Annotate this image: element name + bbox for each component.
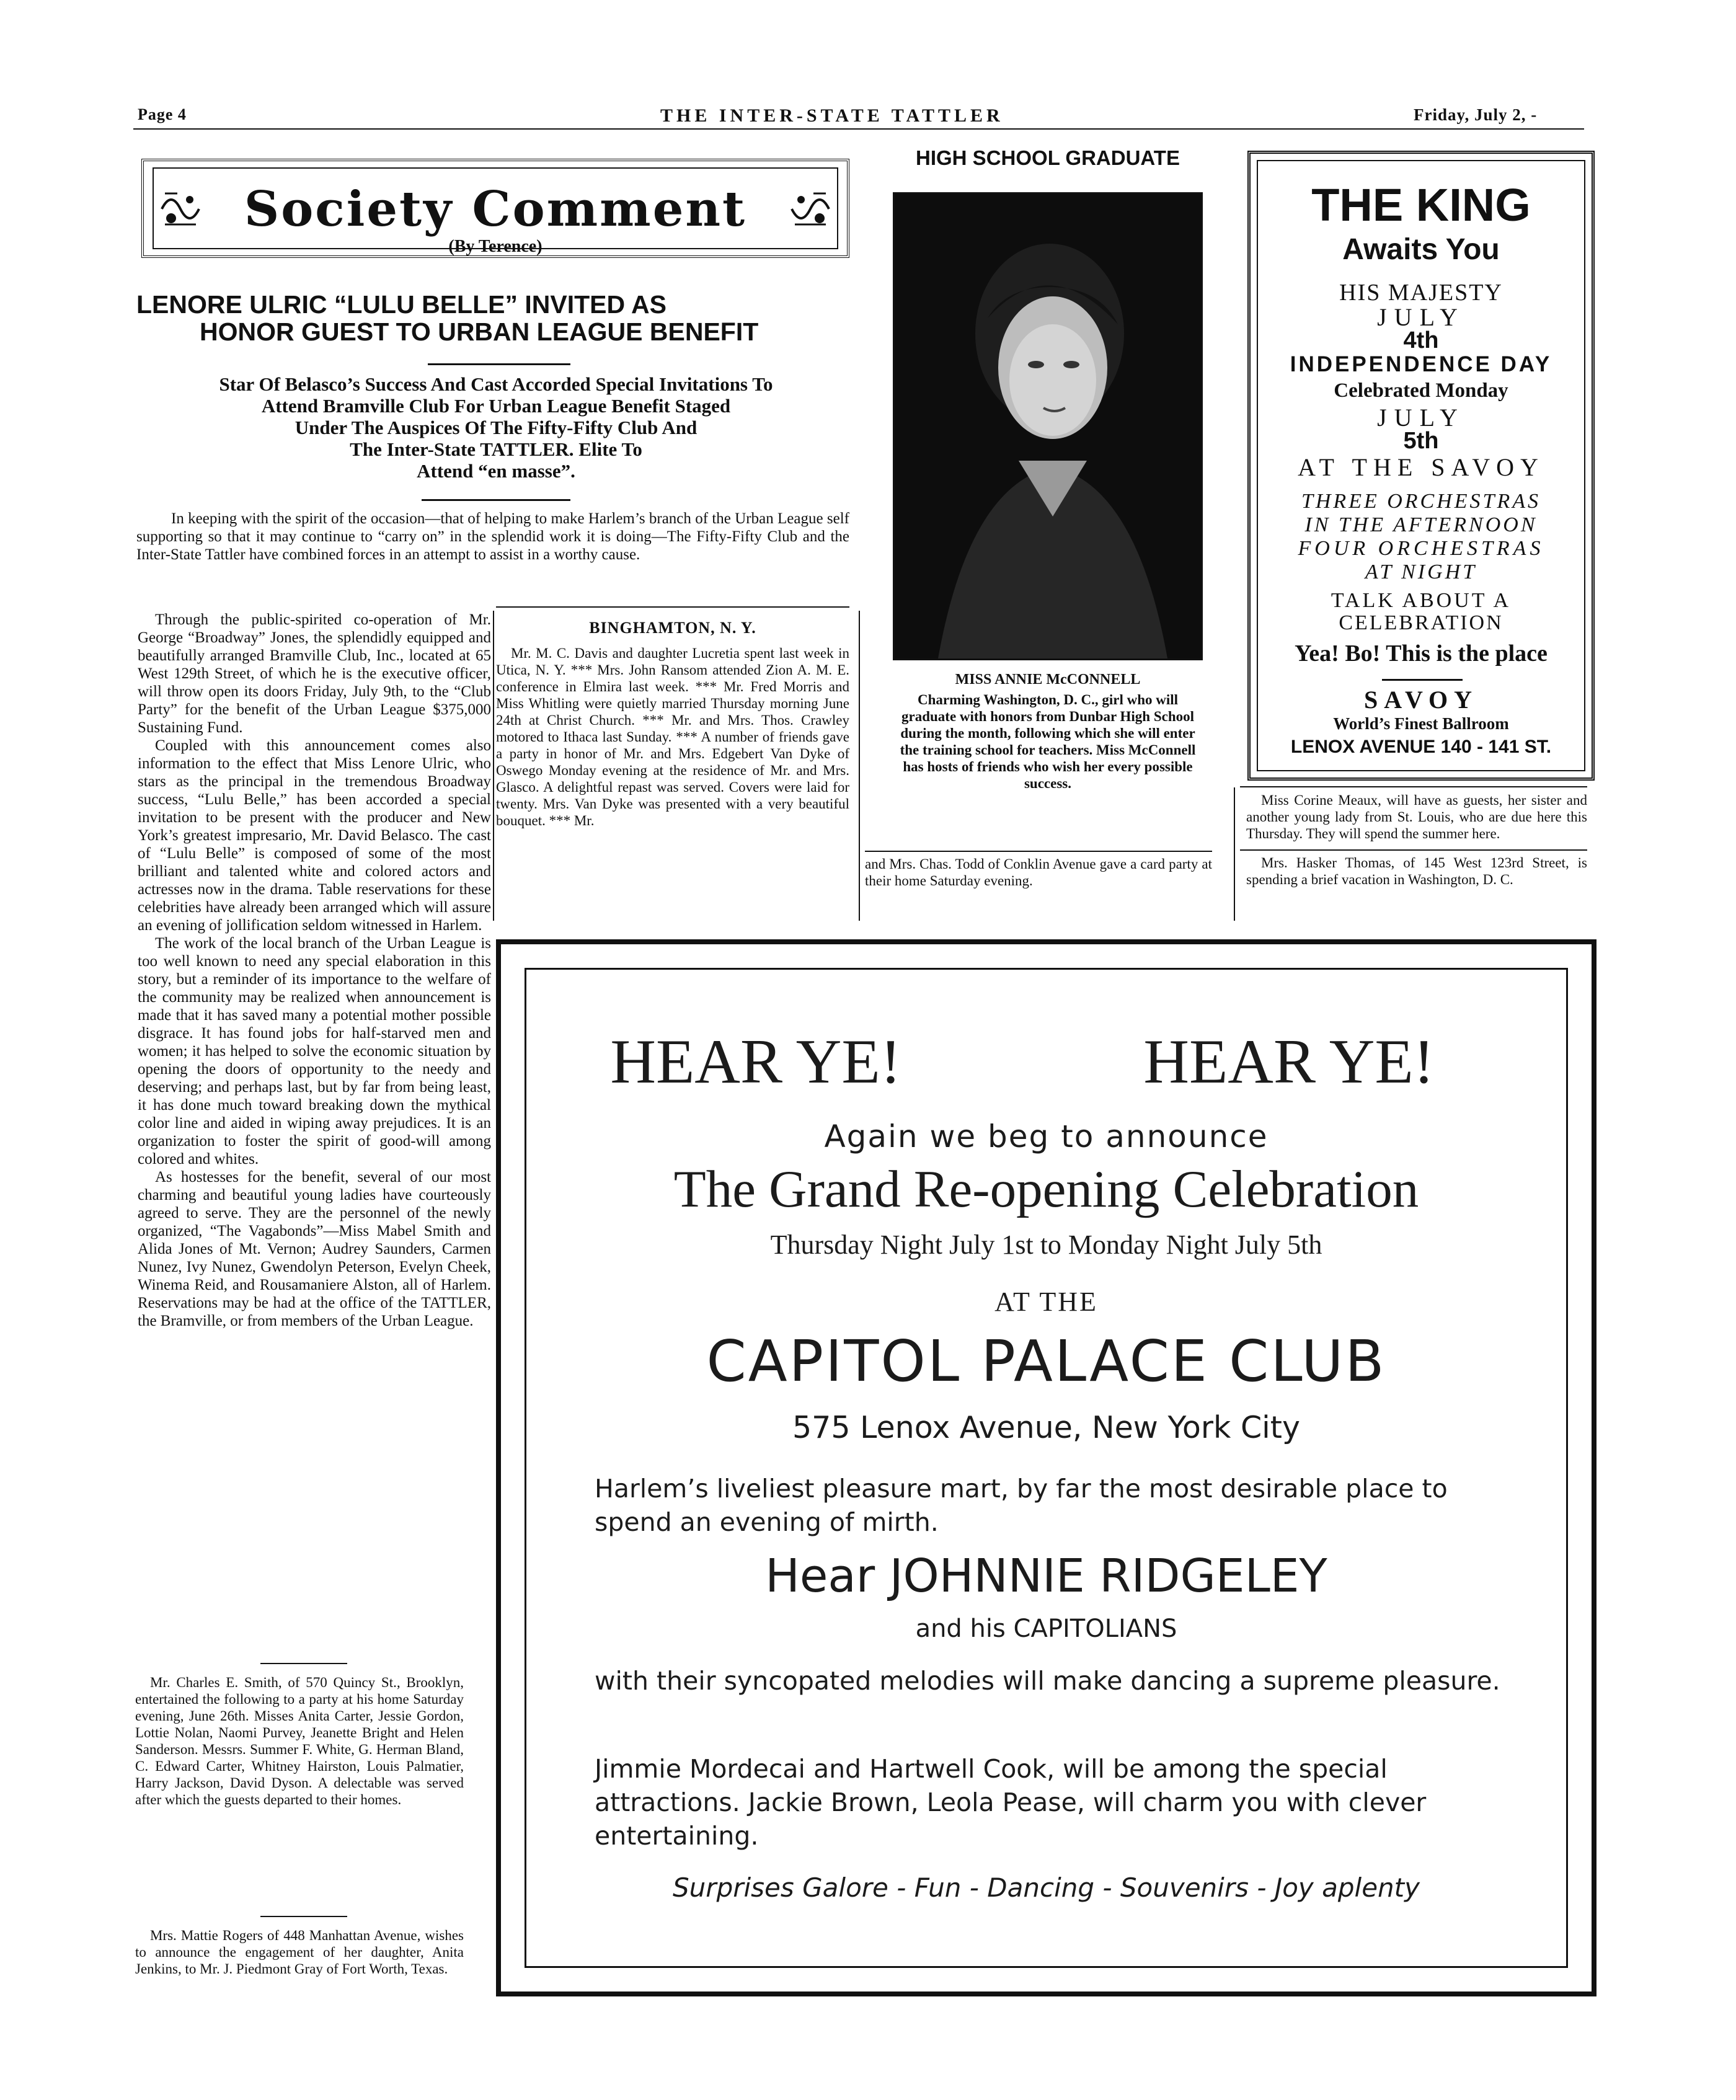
at-the: AT THE bbox=[994, 1287, 1098, 1317]
king-line: FOUR ORCHESTRAS bbox=[1298, 537, 1544, 560]
savoy-name: SAVOY bbox=[1363, 686, 1479, 714]
king-line: AT THE SAVOY bbox=[1298, 453, 1544, 481]
deck-line: Attend “en masse”. bbox=[417, 460, 575, 482]
king-line: Celebrated Monday bbox=[1334, 379, 1508, 402]
king-awaits: Awaits You bbox=[1342, 233, 1500, 266]
hear-johnnie: Hear JOHNNIE RIDGELEY bbox=[765, 1549, 1327, 1603]
hear-ye-right: HEAR YE! bbox=[1143, 1027, 1435, 1097]
society-comment-title: Society Comment bbox=[244, 181, 747, 237]
rogers-item-text: Mrs. Mattie Rogers of 448 Manhattan Avenue, wishes to announce the engagement of her daughter, Anita Jenkins, to Mr. J. Piedmont Gray of Fort Worth, Texas. bbox=[135, 1928, 464, 1977]
lead-text: In keeping with the spirit of the occasion—that of helping to make Harlem’s branch of the Urban League self supporting so that it may continue to “carry on” in the splendid work it is doing—The Fifty-Fifty Club and the Inter-State Tattler have combined forces in an attempt to assist in a worthy cause. bbox=[136, 510, 849, 563]
surprises-line: Surprises Galore - Fun - Dancing - Souvenirs - Joy aplenty bbox=[673, 1872, 1420, 1903]
king-slogan: Yea! Bo! This is the place bbox=[1295, 640, 1548, 667]
graduate-portrait bbox=[893, 192, 1203, 660]
event-dates: Thursday Night July 1st to Monday Night July 5th bbox=[770, 1229, 1322, 1260]
deck-line: Star Of Belasco’s Success And Cast Accorded Special Invitations To bbox=[219, 373, 773, 395]
king-line: INDEPENDENCE DAY bbox=[1290, 352, 1552, 376]
society-comment-banner bbox=[141, 159, 849, 258]
club-address: 575 Lenox Avenue, New York City bbox=[792, 1410, 1300, 1445]
attractions-text: Jimmie Mordecai and Hartwell Cook, will be among the special attractions. Jackie Brown, Leola Pease, will charm you with clever entertaining. bbox=[595, 1754, 1427, 1851]
binghamton-text: Mr. M. C. Davis and daughter Lucretia spent last week in Utica, N. Y. *** Mrs. John Ransom attended Zion A. M. E. conference in Elmira last week. *** Mr. Fred Morris and Miss Whitling were quietly married Thursday morning June 24th at Christ Church. *** Mr. and Mrs. Thos. Crawley motored to Ithaca last Sunday. *** A number of friends gave a party in honor of Mr. and Mrs. Edgebert Van Dyke of Oswego Monday evening at the residence of Mr. and Mrs. Glasco. A delightful repast was served. Covers were laid for twenty. Mrs. Van Dyke was presented with a very beautiful bouquet. *** Mr. bbox=[496, 645, 849, 828]
graduate-caption: Charming Washington, D. C., girl who will graduate with honors from Dunbar High School during the month, following which she will enter the training school for teachers. Miss McConnell has hosts of friends who wish her every possible success. bbox=[900, 692, 1196, 791]
meaux-item bbox=[1246, 792, 1587, 842]
hear-ye-left: HEAR YE! bbox=[610, 1027, 901, 1097]
savoy-tagline: World’s Finest Ballroom bbox=[1333, 714, 1509, 733]
society-byline: (By Terence) bbox=[448, 237, 542, 256]
king-title: THE KING bbox=[1311, 179, 1531, 231]
issue-date: Friday, July 2, - bbox=[1414, 105, 1538, 124]
rogers-engagement-item bbox=[135, 1927, 464, 1977]
savoy-address: LENOX AVENUE 140 - 141 ST. bbox=[1290, 737, 1552, 757]
photo-title: HIGH SCHOOL GRADUATE bbox=[916, 146, 1180, 169]
grand-reopening: The Grand Re-opening Celebration bbox=[673, 1160, 1419, 1218]
story-paragraph: Coupled with this announcement comes also information to the effect that Miss Lenore Ulric, who stars as the principal in the tremendous Broadway success, “Lulu Belle,” has been accorded a special invitation to be present with the producer and New York’s greatest impresario, Mr. David Belasco. The cast of “Lulu Belle” is composed of some of the most brilliant and talented white and colored actors and actresses now in the drama. Table reservations for these celebrities have already been arranged which will assure an evening of jollification seldom witnessed in Harlem. bbox=[138, 737, 491, 934]
binghamton-heading: BINGHAMTON, N. Y. bbox=[589, 619, 756, 637]
king-line: THREE ORCHESTRAS bbox=[1301, 490, 1541, 513]
main-headline-line2: HONOR GUEST TO URBAN LEAGUE BENEFIT bbox=[200, 317, 759, 346]
king-line: AT NIGHT bbox=[1365, 560, 1477, 583]
portrait-image bbox=[895, 194, 1201, 658]
graduate-name: MISS ANNIE McCONNELL bbox=[955, 671, 1141, 688]
deck-line: Attend Bramville Club For Urban League Benefit Staged bbox=[261, 395, 731, 417]
king-line: TALK ABOUT A bbox=[1331, 589, 1512, 612]
newspaper-title: THE INTER-STATE TATTLER bbox=[660, 105, 1004, 126]
capitol-palace-ad bbox=[496, 939, 1596, 1996]
king-line: JULY bbox=[1377, 303, 1465, 331]
story-paragraph: The work of the local branch of the Urban League is too well known to need any special elaboration in this story, but a reminder of its importance to the welfare of the community may be realized when announcement is made that it has saved many a potential mother possible disgrace. It has found jobs for half-starved men and women; it has helped to solve the economic situation by opening the doors of opportunity to the needy and deserving; and perhaps last, but by far from being least, it has done much toward breaking down the mythical color line and aided in wiping away prejudices. It is an organization to foster the spirit of good-will among colored and whites. bbox=[138, 935, 491, 1167]
king-line: 4th bbox=[1403, 327, 1439, 353]
lead-paragraph bbox=[136, 510, 849, 564]
story-paragraph: As hostesses for the benefit, several of our most charming and beautiful young ladies have courteously agreed to serve. They are the personnel of the newly organized, “The Vagabonds”—Miss Mabel Smith and Alida Jones of Mt. Vernon; Audrey Saunders, Carmen Nunez, Ivy Nunez, Gwendolyn Peterson, Evelyn Cheek, Winema Reid, and Rousamaniere Alston, all of Harlem. Reservations may be had at the office of the TATTLER, the Bramville, or from members of the Urban League. bbox=[138, 1169, 491, 1329]
story-paragraph: Through the public-spirited co-operation of Mr. George “Broadway” Jones, the splendidly equipped and beautifully arranged Bramville Club, Inc., located at 65 West 129th Street, of which he is the executive officer, will throw open its doors Friday, July 9th, to the “Club Party” for the benefit of the Urban League $375,000 Sustaining Fund. bbox=[138, 611, 491, 736]
king-line: IN THE AFTERNOON bbox=[1304, 513, 1538, 536]
king-line: 5th bbox=[1403, 428, 1439, 454]
main-story bbox=[138, 611, 491, 1330]
smith-party-item bbox=[135, 1674, 464, 1808]
thomas-item bbox=[1246, 854, 1587, 888]
king-line: HIS MAJESTY bbox=[1339, 280, 1503, 306]
deck-line: The Inter-State TATTLER. Elite To bbox=[350, 438, 642, 460]
deck-line: Under The Auspices Of The Fifty-Fifty Club And bbox=[294, 417, 698, 438]
savoy-ad bbox=[1247, 151, 1595, 781]
capitolians: and his CAPITOLIANS bbox=[915, 1615, 1177, 1643]
continued-text: and Mrs. Chas. Todd of Conklin Avenue gave a card party at their home Saturday evening. bbox=[865, 856, 1212, 888]
club-name: CAPITOL PALACE CLUB bbox=[706, 1328, 1386, 1394]
pleasure-text: Harlem’s liveliest pleasure mart, by far the most desirable place to spend an evening of mirth. bbox=[595, 1474, 1448, 1537]
page-number: Page 4 bbox=[138, 105, 187, 123]
thomas-text: Mrs. Hasker Thomas, of 145 West 123rd Street, is spending a brief vacation in Washington, D. C. bbox=[1246, 855, 1587, 887]
king-line: JULY bbox=[1377, 404, 1465, 432]
announce-line: Again we beg to announce bbox=[824, 1119, 1269, 1154]
meaux-text: Miss Corine Meaux, will have as guests, her sister and another young lady from St. Louis, who are due here this Thursday. They will spend the summer here. bbox=[1246, 792, 1587, 841]
king-line: CELEBRATION bbox=[1339, 611, 1504, 634]
binghamton-continued bbox=[865, 856, 1212, 889]
smith-item-text: Mr. Charles E. Smith, of 570 Quincy St., Brooklyn, entertained the following to a party at his home Saturday evening, June 26th. Misses Anita Carter, Jessie Gordon, Lottie Nolan, Naomi Purvey, Jeanette Bright and Helen Sanderson. Messrs. Summer F. White, G. Herman Bland, C. Edward Carter, Whitney Hairston, Louis Palmatier, Harry Jackson, David Dyson. A delectable was served after which the guests departed to their homes. bbox=[135, 1675, 464, 1807]
binghamton-column bbox=[496, 645, 849, 829]
main-headline-line1: LENORE ULRIC “LULU BELLE” INVITED AS bbox=[136, 290, 666, 319]
syncopated-text: with their syncopated melodies will make dancing a supreme pleasure. bbox=[595, 1666, 1500, 1696]
